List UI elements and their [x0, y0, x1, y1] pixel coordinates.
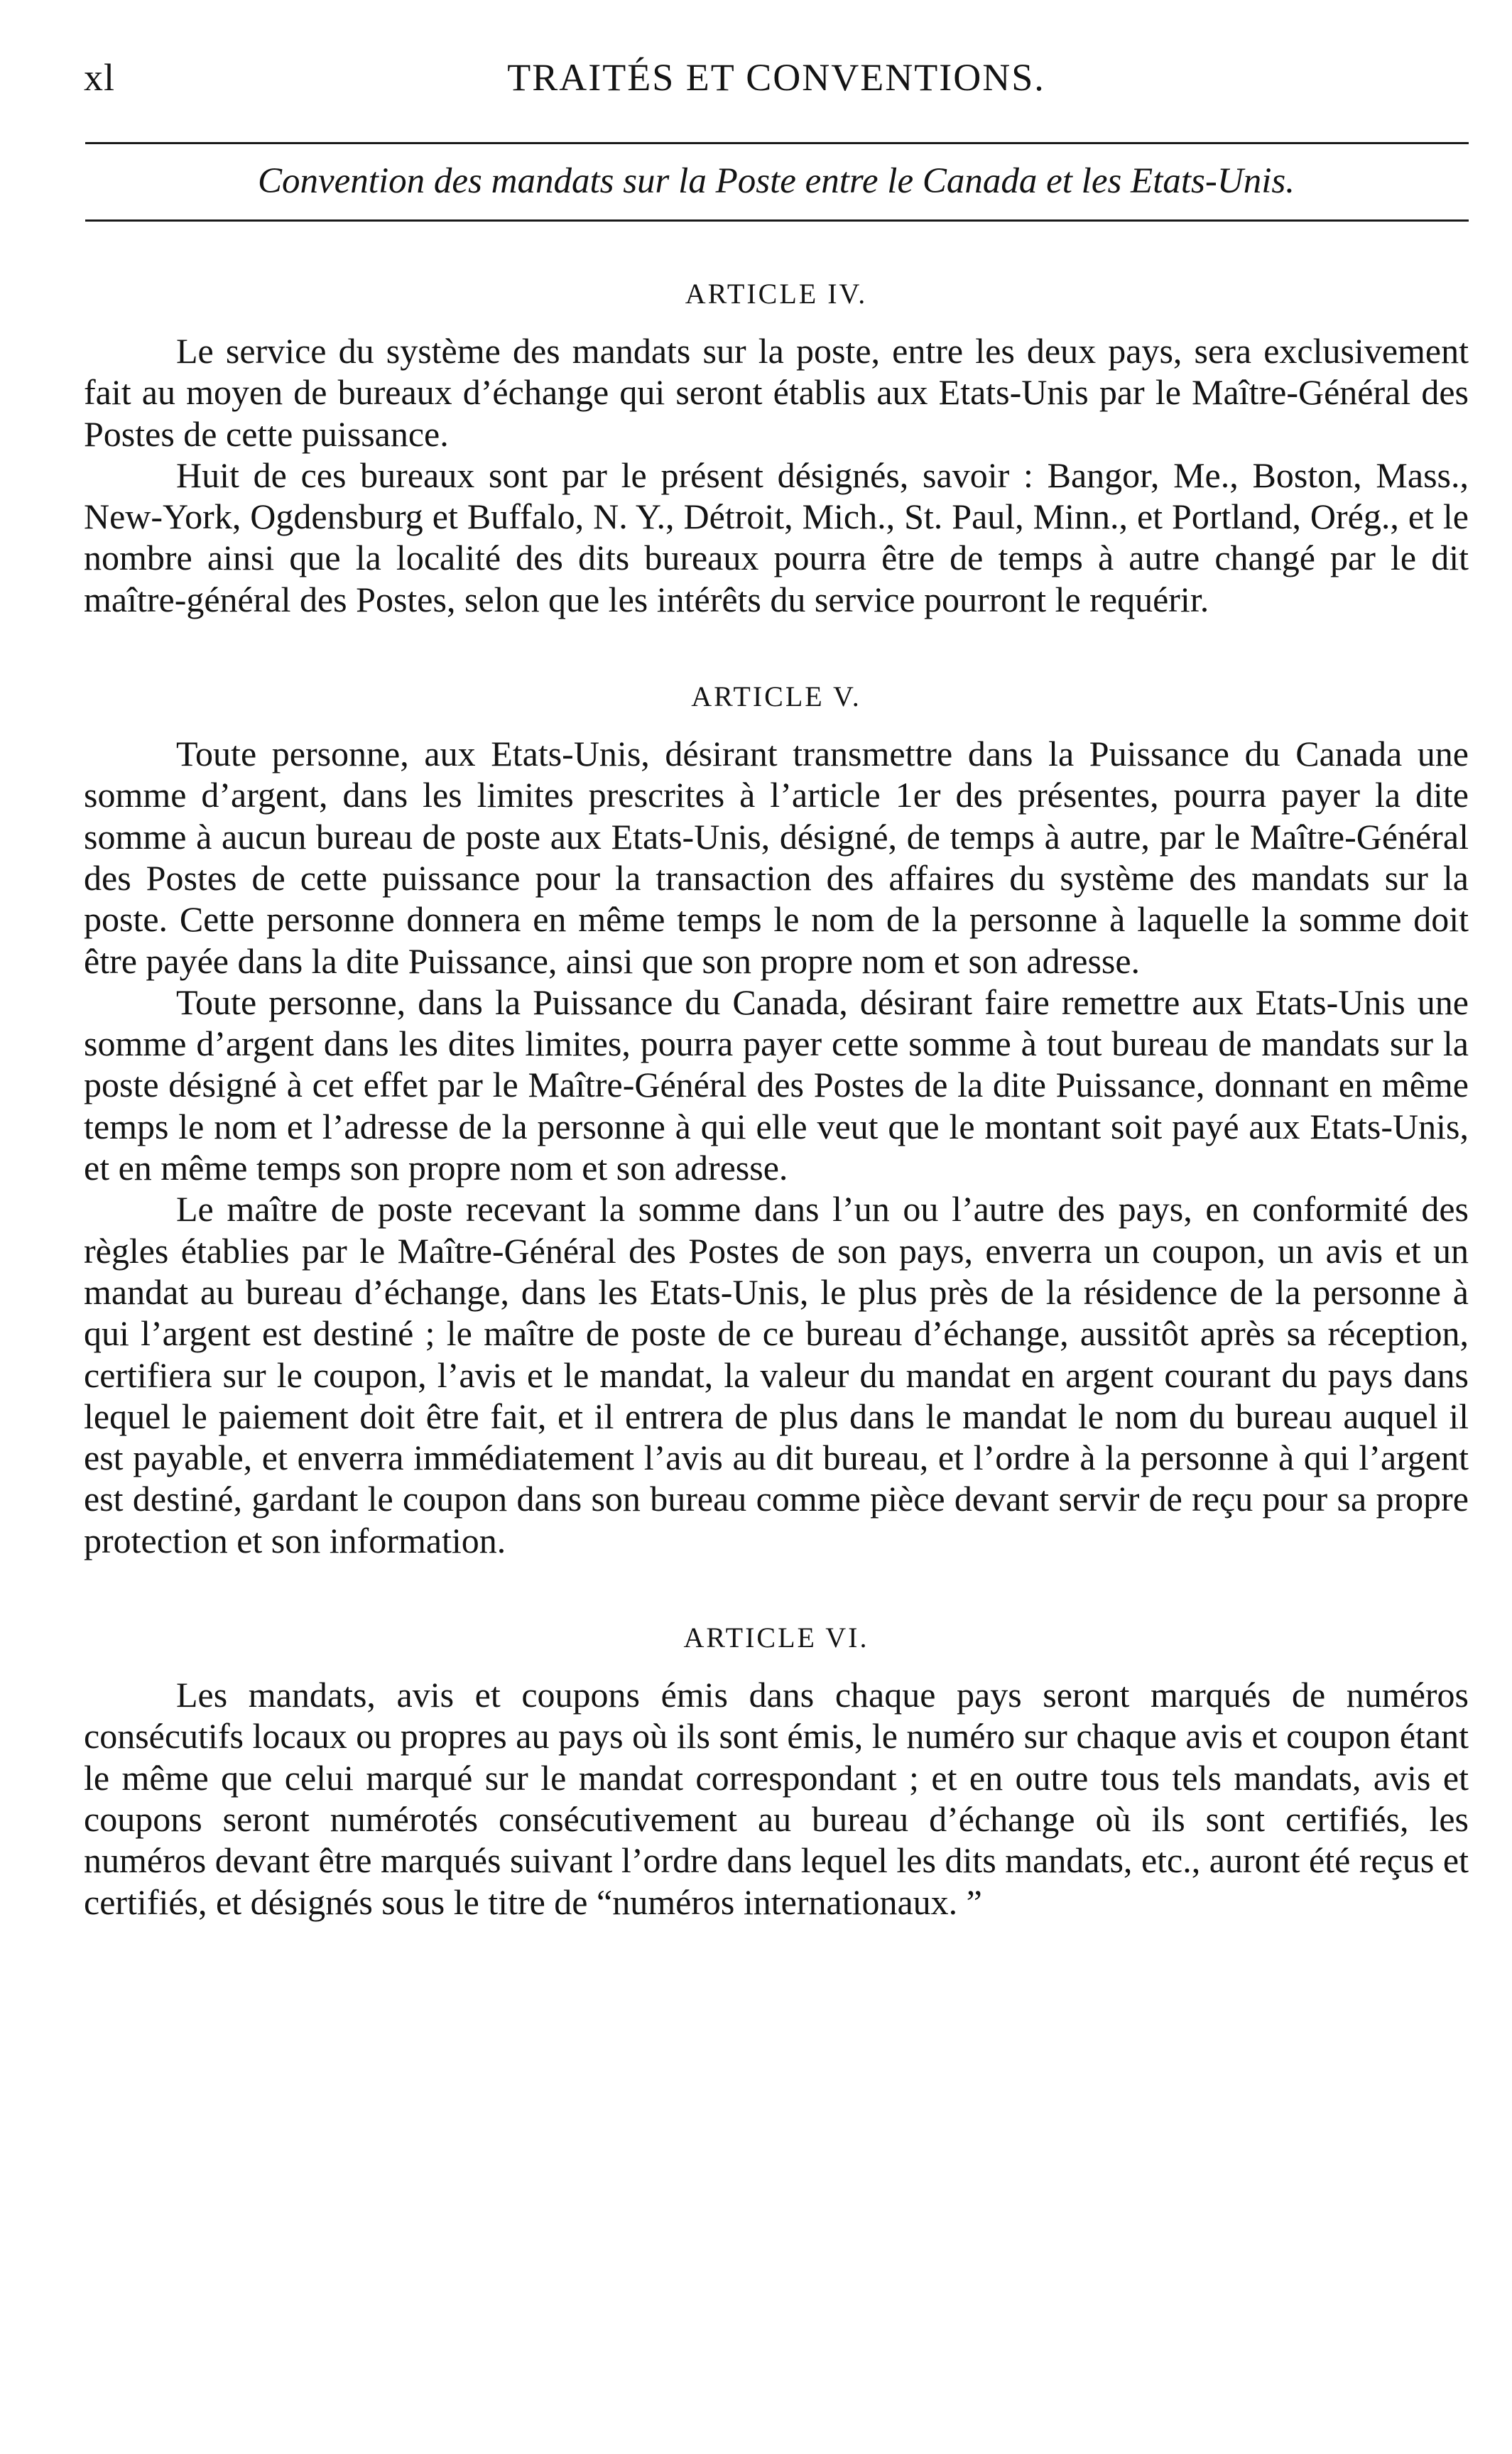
article-heading: ARTICLE VI. [683, 1622, 869, 1654]
article-v [84, 680, 1469, 1561]
article-heading: ARTICLE V. [691, 680, 861, 713]
paragraph: Toute personne, dans la Puissance du Canada, désirant faire remettre aux Etats-Unis une somme d’argent dans les dites limites, pourra payer cette somme à tout bureau de mandats sur la poste désigné à cet effet par le Maître-Général des Postes de la dite Puissance, donnant en même temps le nom et l’adresse de la personne à qui elle veut que le montant soit payé aux Etats-Unis, et en même temps son propre nom et son adresse. [84, 982, 1469, 1188]
article-vi [84, 1621, 1469, 1923]
article-iv [84, 277, 1469, 620]
document-page [84, 50, 1469, 1923]
paragraph: Huit de ces bureaux sont par le présent désignés, savoir : Bangor, Me., Boston, Mass., New-York, Ogdensburg et Buffalo, N. Y., Détroit, Mich., St. Paul, Minn., et Portland, Orég., et le nombre ainsi que la localité des dits bureaux pourra être de temps à autre changé par le dit maître-général des Postes, selon que les intérêts du service pourront le requérir. [84, 455, 1469, 619]
article-heading: ARTICLE IV. [685, 278, 868, 310]
paragraph: Le maître de poste recevant la somme dans l’un ou l’autre des pays, en conformité des règles établies par le Maître-Général des Postes de son pays, enverra un coupon, un avis et un mandat au bureau d’échange, dans les Etats-Unis, le plus près de la résidence de la personne à qui l’argent est destiné ; le maître de poste de ce bureau d’échange, aussitôt après sa réception, certifiera sur le coupon, l’avis et le mandat, la valeur du mandat en argent courant du pays dans lequel le paiement doit être fait, et il entrera de plus dans le mandat le nom du bureau auquel il est payable, et enverra immédiatement l’avis au dit bureau, et l’ordre à la personne à qui l’argent est destiné, gardant le coupon dans son bureau comme pièce devant servir de reçu pour sa propre protection et son information. [84, 1189, 1469, 1560]
page-number: xl [84, 56, 116, 99]
running-head [84, 50, 1469, 114]
bottom-rule [85, 219, 1469, 222]
paragraph: Le service du système des mandats sur la poste, entre les deux pays, sera exclusivement fait au moyen de bureaux d’échange qui seront établis aux Etats-Unis par le Maître-Général des Postes de cette puissance. [84, 331, 1469, 454]
paragraph: Les mandats, avis et coupons émis dans chaque pays seront marqués de numéros consécutifs locaux ou propres au pays où ils sont émis, le numéro sur chaque avis et coupon étant le même que celui marqué sur le mandat correspondant ; et en outre tous tels mandats, avis et coupons seront numérotés consécutivement au bureau d’échange où ils sont certifiés, les numéros devant être marqués suivant l’ordre dans lequel les dits mandats, etc., auront été reçus et certifiés, et désignés sous le titre de “numéros internationaux. ” [84, 1675, 1469, 1922]
paragraph: Toute personne, aux Etats-Unis, désirant transmettre dans la Puissance du Canada une somme d’argent, dans les limites prescrites à l’article 1er des présentes, pourra payer la dite somme à aucun bureau de poste aux Etats-Unis, désigné, de temps à autre, par le Maître-Général des Postes de cette puissance pour la transaction des affaires du système des mandats sur la poste. Cette personne donnera en même temps le nom de la personne à laquelle la somme doit être payée dans la dite Puissance, ainsi que son propre nom et son adresse. [84, 734, 1469, 981]
convention-subtitle: Convention des mandats sur la Poste entre le Canada et les Etats-Unis. [258, 161, 1295, 201]
top-rule [85, 142, 1469, 144]
header-title: TRAITÉS ET CONVENTIONS. [507, 56, 1045, 99]
